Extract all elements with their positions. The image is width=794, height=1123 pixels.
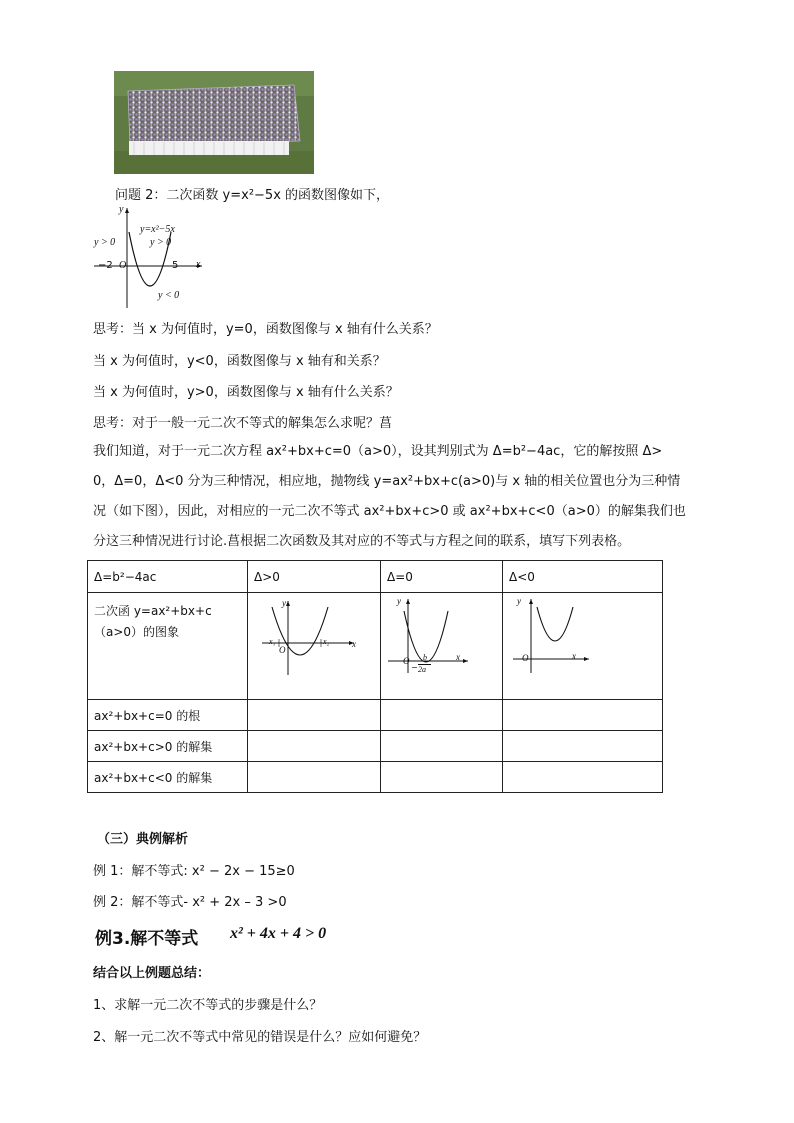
g1-y-label: y [282, 598, 286, 608]
g2-y-label: y [397, 596, 401, 606]
g2-x-label: x [456, 652, 460, 662]
table-header-row [88, 561, 663, 593]
g2-denominator: 2a [418, 665, 426, 674]
answer-cell[interactable] [248, 762, 381, 793]
g2-numerator: b [423, 653, 427, 662]
row-label-negative-solution: ax²+bx+c<0 的解集 [88, 762, 248, 793]
graph-y-axis-label: y [119, 204, 124, 215]
answer-cell[interactable] [503, 700, 663, 731]
g2-minus: − [411, 663, 418, 672]
g2-origin: O [403, 656, 410, 666]
thinking-q3: 当 x 为何值时，y>0，函数图像与 x 轴有什么关系？ [93, 385, 399, 400]
intro-line: 0，Δ=0，Δ<0 分为三种情况，相应地，抛物线 y=ax²+bx+c(a>0)与 x 轴的相关位置也分为三种情 [93, 474, 681, 489]
graph-positive-right: y > 0 [150, 237, 172, 248]
discriminant-table [87, 560, 663, 793]
table-row [88, 731, 663, 762]
g3-y-label: y [517, 596, 521, 606]
problem2-graph [92, 204, 210, 310]
flower-bed-photo [114, 71, 314, 174]
graph-negative: y < 0 [158, 290, 180, 301]
intro-line: 我们知道，对于一元二次方程 ax²+bx+c=0（a>0），设其判别式为 Δ=b²−4ac，它的解按照 Δ> [93, 444, 663, 459]
row-label-positive-solution: ax²+bx+c>0 的解集 [88, 731, 248, 762]
answer-cell[interactable] [503, 731, 663, 762]
table-graph-row [88, 593, 663, 700]
example-2: 例 2：解不等式- x² + 2x – 3 >0 [93, 895, 287, 910]
answer-cell[interactable] [248, 731, 381, 762]
table-row [88, 762, 663, 793]
graph-delta-negative [503, 593, 663, 700]
answer-cell[interactable] [381, 700, 503, 731]
table-header-cell: Δ<0 [503, 561, 663, 593]
example-1: 例 1：解不等式: x² − 2x − 15≥0 [93, 864, 295, 879]
g1-origin: O [279, 645, 286, 655]
answer-cell[interactable] [381, 762, 503, 793]
intro-line: 分这三种情况进行讨论.菖根据二次函数及其对应的不等式与方程之间的联系，填写下列表格。 [93, 534, 631, 549]
example-3-label: 例3.解不等式 [95, 929, 199, 949]
problem2-label: 问题 2： [115, 188, 167, 203]
answer-cell[interactable] [381, 731, 503, 762]
graph-delta-zero [381, 593, 503, 700]
graph-equation: y=x²−5x [140, 224, 175, 235]
graph-row-label: 二次函 y=ax²+bx+c（a>0）的图象 [88, 593, 248, 700]
table-header-cell: Δ=b²−4ac [88, 561, 248, 593]
g3-origin: O [522, 653, 529, 663]
section3-title: （三）典例解析 [97, 832, 189, 847]
table-header-cell: Δ=0 [381, 561, 503, 593]
answer-cell[interactable] [248, 700, 381, 731]
graph-tick-neg2: −2 [98, 260, 113, 271]
g1-x-label: x [352, 639, 356, 649]
intro-line: 况（如下图），因此，对相应的一元二次不等式 ax²+bx+c>0 或 ax²+bx+c<0（a>0）的解集我们也 [93, 504, 686, 519]
thinking-q2: 当 x 为何值时，y<0，函数图像与 x 轴有和关系？ [93, 354, 386, 369]
g1-root-x1: x₁ [269, 637, 276, 646]
table-row [88, 700, 663, 731]
thinking-q4: 思考：对于一般一元二次不等式的解集怎么求呢？菖 [93, 416, 393, 431]
problem2-heading [115, 184, 389, 203]
graph-tick-5: 5 [172, 260, 179, 271]
g3-x-label: x [572, 651, 576, 661]
summary-title: 结合以上例题总结： [93, 966, 211, 981]
table-header-cell: Δ>0 [248, 561, 381, 593]
graph-delta-positive [248, 593, 381, 700]
summary-question-2: 2、解一元二次不等式中常见的错误是什么？应如何避免？ [93, 1030, 427, 1045]
graph-origin: O [119, 260, 127, 271]
intro-paragraph [93, 437, 703, 557]
example-3-formula: x² + 4x + 4 > 0 [230, 925, 327, 942]
answer-cell[interactable] [503, 762, 663, 793]
summary-question-1: 1、求解一元二次不等式的步骤是什么？ [93, 998, 323, 1013]
thinking-q1: 思考：当 x 为何值时，y=0，函数图像与 x 轴有什么关系？ [93, 322, 438, 337]
graph-positive-left: y > 0 [94, 237, 116, 248]
row-label-roots: ax²+bx+c=0 的根 [88, 700, 248, 731]
g1-root-x2: x₂ [323, 637, 330, 646]
problem2-text: 二次函数 y=x²−5x 的函数图像如下， [166, 188, 390, 203]
graph-x-axis-label: x [196, 259, 201, 270]
